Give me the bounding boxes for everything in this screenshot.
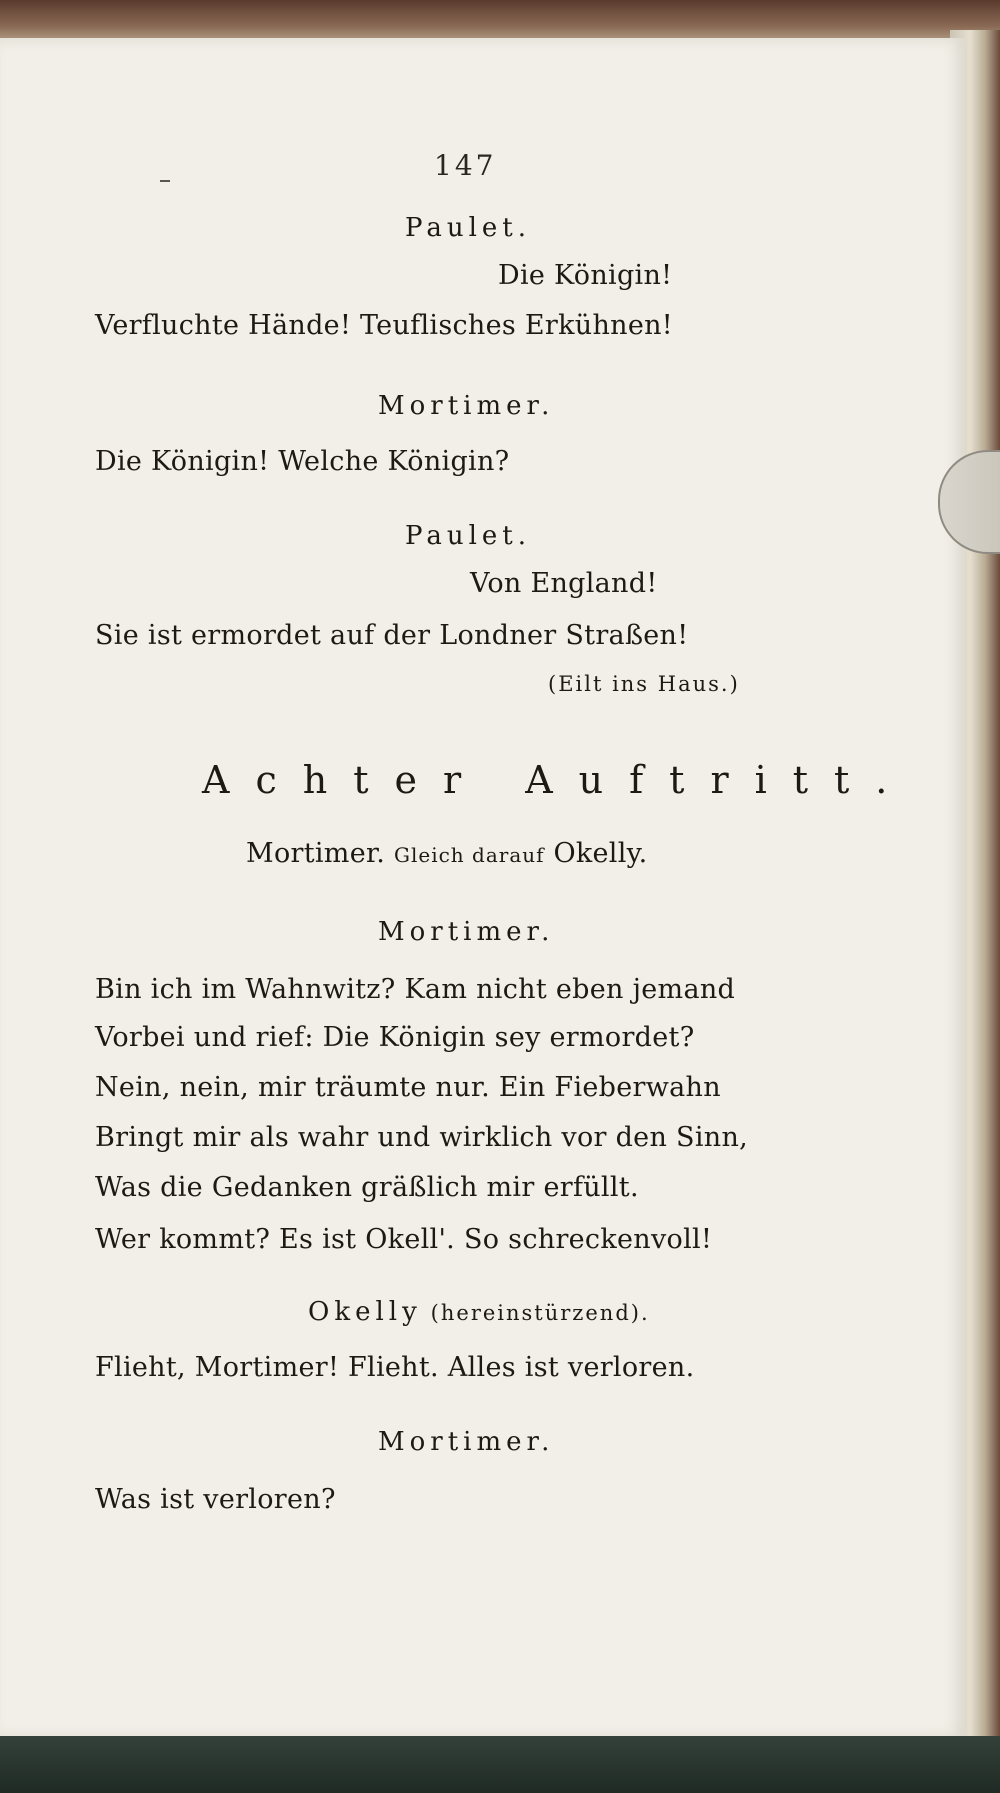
speaker-paulet: Paulet. [405, 213, 531, 243]
scene-persons [246, 836, 648, 873]
verse-line: Die Königin! Welche Königin? [95, 446, 510, 477]
verse-line: Was ist verloren? [95, 1484, 336, 1515]
person-note: Gleich darauf [394, 843, 545, 867]
stage-direction: (Eilt ins Haus.) [548, 672, 740, 696]
stray-mark [160, 180, 170, 182]
verse-line: Verfluchte Hände! Teuflisches Erkühnen! [95, 310, 673, 341]
scene-title: Achter Auftritt. [202, 758, 914, 802]
verse-line: Bin ich im Wahnwitz? Kam nicht eben jemand [95, 974, 736, 1005]
speaker-paulet: Paulet. [405, 521, 531, 551]
speaker-mortimer: Mortimer. [378, 391, 555, 421]
verse-line: Was die Gedanken gräßlich mir erfüllt. [95, 1172, 639, 1203]
speaker-okelly: Okelly [308, 1297, 422, 1327]
book-binding-bottom [0, 1736, 1000, 1793]
verse-line: Vorbei und rief: Die Königin sey ermordet? [95, 1022, 695, 1053]
speaker-mortimer: Mortimer. [378, 1427, 555, 1457]
verse-line: Bringt mir als wahr und wirklich vor den Sinn, [95, 1122, 749, 1153]
speaker-okelly-line [308, 1294, 650, 1331]
page-number: 147 [434, 149, 497, 182]
verse-line: Die Königin! [498, 260, 673, 291]
speaker-mortimer: Mortimer. [378, 917, 555, 947]
verse-line: Nein, nein, mir träumte nur. Ein Fieberwahn [95, 1072, 721, 1103]
person-okelly: Okelly. [553, 838, 648, 869]
person-mortimer: Mortimer. [246, 838, 386, 869]
stage-direction: (hereinstürzend). [430, 1301, 650, 1325]
verse-line: Flieht, Mortimer! Flieht. Alles ist verloren. [95, 1352, 695, 1383]
verse-line: Von England! [470, 568, 658, 599]
verse-line: Sie ist ermordet auf der Londner Straßen! [95, 620, 689, 651]
verse-line: Wer kommt? Es ist Okell'. So schreckenvoll! [95, 1224, 713, 1255]
